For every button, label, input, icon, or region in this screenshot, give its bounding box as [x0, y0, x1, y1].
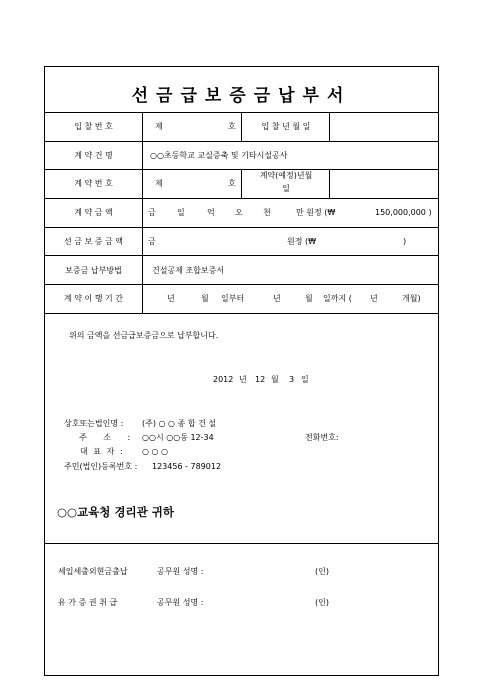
contract-number-suffix: 호 — [228, 179, 236, 188]
period-from: 일부터 — [221, 294, 245, 303]
date-day-unit: 일 — [301, 375, 309, 384]
period-year-2: 년 — [273, 294, 281, 303]
contract-amount-il: 일 — [177, 208, 185, 217]
period-month-2: 월 — [305, 294, 313, 303]
payment-method-label: 보증금 납부방법 — [65, 266, 122, 275]
company-phone-label: 전화번호: — [305, 433, 339, 442]
grid-line — [45, 284, 438, 285]
advance-amount-close: ) — [403, 237, 407, 246]
contract-number-prefix: 제 — [155, 179, 163, 188]
footer-securities-official: 공무원 성명 : — [157, 598, 204, 607]
payment-statement: 위의 금액을 선금급보증금으로 납부합니다. — [69, 331, 219, 340]
bid-number-suffix: 호 — [228, 122, 236, 131]
company-reg-label: 주민(법인)등록번호 : — [64, 462, 138, 471]
date-month-unit: 월 — [271, 375, 279, 384]
payment-method-value: 건설공제 조합보증서 — [152, 266, 225, 275]
footer-cash-label: 세입세출외현금출납 — [58, 567, 128, 576]
advance-amount-won: 원정 (₩ — [287, 237, 317, 246]
grid-line — [142, 112, 143, 313]
grid-line — [45, 543, 438, 544]
period-month-1: 월 — [201, 294, 209, 303]
date-year: 2012 — [213, 375, 234, 384]
contract-number-label: 계 약 번 호 — [74, 179, 113, 188]
company-name-label: 상호또는법인명 : — [64, 419, 124, 428]
contract-amount-geum: 금 — [148, 208, 156, 217]
grid-line — [45, 255, 438, 256]
company-address-label: 주 소 : — [79, 433, 131, 442]
bid-number-prefix: 제 — [155, 122, 163, 131]
date-day: 3 — [289, 375, 295, 384]
addressee: ○○교육청 경리관 귀하 — [57, 505, 174, 519]
company-rep-label: 대 표 자 : — [80, 447, 123, 456]
company-reg-value: 123456 - 789012 — [152, 462, 222, 471]
contract-amount-eok: 억 — [207, 208, 215, 217]
contract-amount-value: 150,000,000 ) — [375, 208, 432, 217]
contract-date-label: 계약(예정)년월 — [259, 171, 313, 180]
grid-line — [329, 112, 330, 141]
contract-name-value: ○○초등학교 교실증축 및 기타시설공사 — [150, 151, 288, 160]
period-months: 개월) — [402, 294, 421, 303]
company-rep-value: ○ ○ ○ — [142, 447, 169, 456]
company-name-value: (주) ○ ○ 종 합 건 설 — [142, 419, 217, 428]
grid-line — [241, 112, 242, 141]
contract-amount-o: 오 — [235, 208, 243, 217]
advance-amount-label: 선 금 보 증 금 액 — [63, 237, 124, 246]
form-title: 선금급보증금납부서 — [131, 86, 352, 106]
bid-number-label: 입 찰 번 호 — [74, 122, 113, 131]
footer-securities-label: 유 가 증 권 취 급 — [58, 598, 118, 607]
footer-cash-official: 공무원 성명 : — [157, 567, 204, 576]
contract-date-label-day: 일 — [282, 184, 290, 193]
form-frame — [44, 66, 439, 676]
date-month: 12 — [255, 375, 266, 384]
footer-securities-seal: (인) — [315, 598, 329, 607]
grid-line — [329, 169, 330, 198]
period-label: 계 약 이 행 기 간 — [63, 294, 124, 303]
footer-cash-seal: (인) — [315, 567, 329, 576]
grid-line — [45, 313, 438, 314]
grid-line — [45, 227, 438, 228]
advance-amount-geum: 금 — [148, 237, 156, 246]
contract-amount-cheon: 천 — [263, 208, 271, 217]
period-year-3: 년 — [370, 294, 378, 303]
company-address-value: ○○시 ○○동 12-34 — [142, 433, 214, 442]
grid-line — [241, 169, 242, 198]
contract-name-label: 계 약 건 명 — [74, 151, 113, 160]
period-until: 일까지 ( — [323, 294, 352, 303]
contract-amount-man: 만 원정 (₩ — [296, 208, 336, 217]
bid-date-label: 입 찰 년 월 일 — [261, 122, 311, 131]
date-year-unit: 년 — [239, 375, 247, 384]
contract-amount-label: 계 약 금 액 — [74, 208, 113, 217]
grid-line — [45, 198, 438, 199]
grid-line — [45, 141, 438, 142]
period-year-1: 년 — [167, 294, 175, 303]
